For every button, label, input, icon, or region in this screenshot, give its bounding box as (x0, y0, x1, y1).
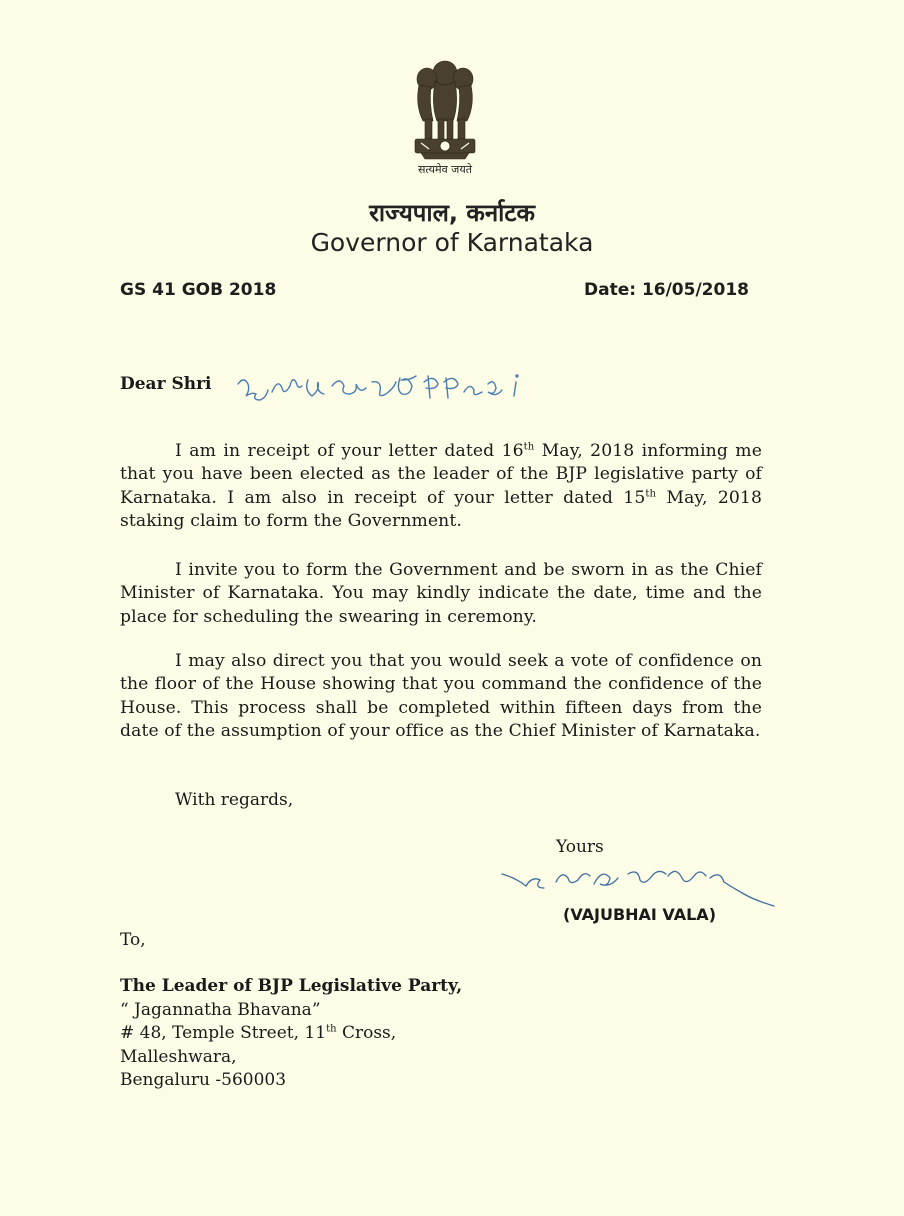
recipient-line-3: # 48, Temple Street, 11th Cross, (120, 1023, 397, 1043)
body-paragraph-2: I invite you to form the Government and be sworn in as the Chief Minister of Karnataka. You may kindly indicate the date, time and the place for scheduling the swearing in ceremony. (120, 560, 762, 627)
emblem-motto: सत्यमेव जयते (417, 163, 472, 176)
recipient-line-1: The Leader of BJP Legislative Party, (120, 976, 463, 996)
recipient-address (120, 975, 462, 1093)
letterhead-title-hindi: राज्यपाल, कर्नाटक (369, 199, 535, 227)
reference-number: GS 41 GOB 2018 (120, 280, 277, 300)
recipient-line-2: “ Jagannatha Bhavana” (120, 999, 321, 1020)
recipient-line-5: Bengaluru -560003 (120, 1070, 287, 1090)
handwritten-addressee-name (232, 366, 537, 406)
letter-date: Date: 16/05/2018 (583, 280, 749, 300)
closing-regards: With regards, (175, 790, 294, 810)
body-paragraph-3: I may also direct you that you would seek a vote of confidence on the floor of the House showing that you command the confidence of the House. This process shall be completed within fifteen days from the date of the assumption of your office as the Chief Minister of Karnataka. (120, 651, 762, 741)
to-label: To, (120, 930, 146, 950)
letterhead-title-english: Governor of Karnataka (310, 228, 594, 257)
recipient-line-4: Malleshwara, (120, 1046, 237, 1067)
salutation: Dear Shri (120, 374, 212, 394)
signer-name: (VAJUBHAI VALA) (563, 905, 716, 924)
closing-yours: Yours (556, 837, 604, 857)
body-paragraph-1: I am in receipt of your letter dated 16th May, 2018 informing me that you have been elected as the leader of the BJP legislative party of Karnataka. I am also in receipt of your letter dated 15th May, 2018 staking claim to form the Government. (120, 441, 762, 531)
